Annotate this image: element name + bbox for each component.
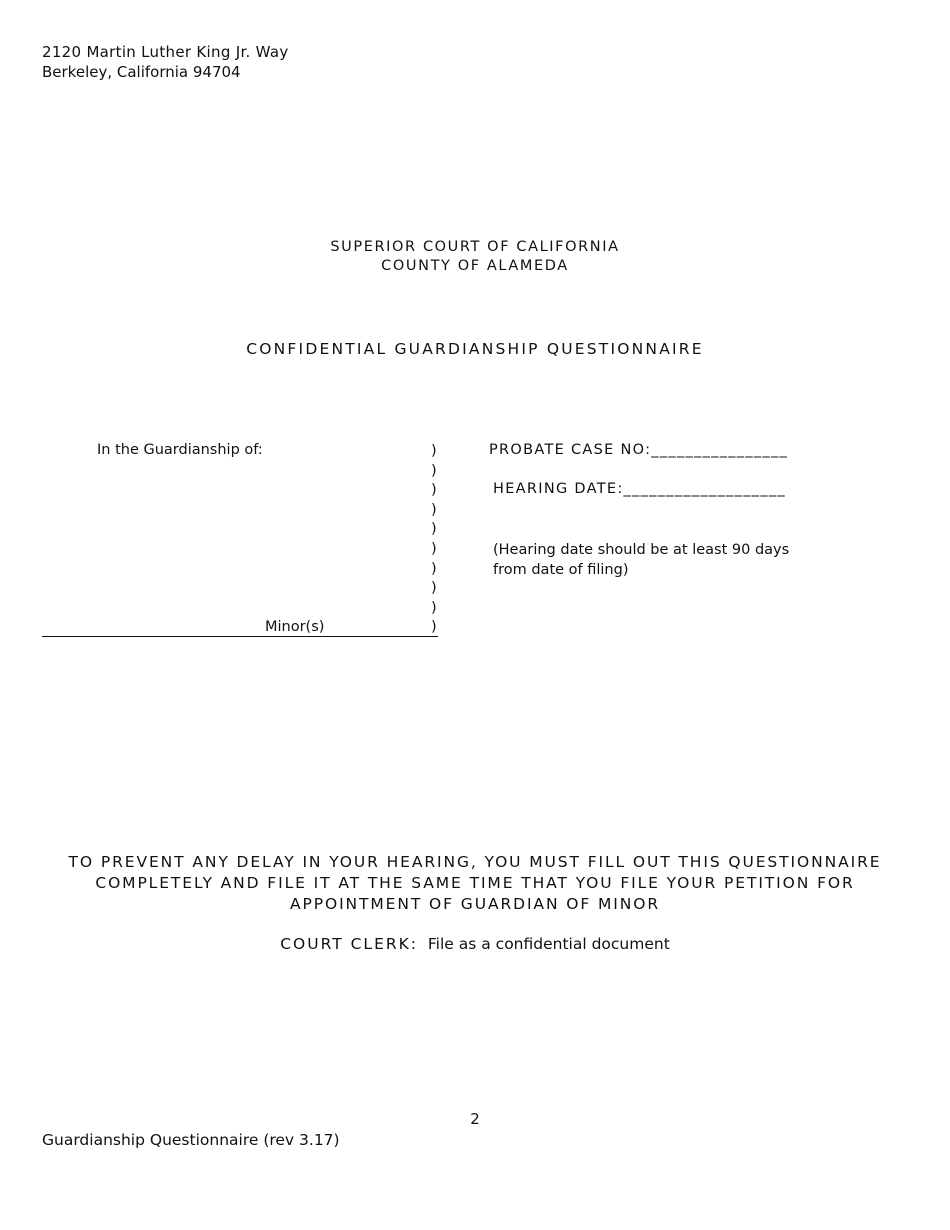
caption-paren: ) [431, 462, 437, 479]
caption-paren: ) [431, 443, 437, 459]
court-county: COUNTY OF ALAMEDA [381, 258, 569, 274]
caption-paren: ) [431, 482, 437, 499]
page-number: 2 [470, 1110, 480, 1128]
filing-warning: COMPLETELY AND FILE IT AT THE SAME TIME THAT YOU FILE YOUR PETITION FOR [95, 874, 855, 892]
form-footer: Guardianship Questionnaire (rev 3.17) [42, 1131, 340, 1149]
court-clerk-text: File as a confidential document [427, 935, 670, 953]
caption-paren: ) [431, 580, 437, 597]
court-name: SUPERIOR COURT OF CALIFORNIA [330, 239, 620, 255]
filing-warning: APPOINTMENT OF GUARDIAN OF MINOR [289, 895, 661, 913]
hearing-date-note: (Hearing date should be at least 90 days [493, 542, 790, 558]
caption-paren: ) [431, 521, 437, 538]
minor-label: Minor(s) [265, 619, 325, 635]
caption-paren: ) [431, 619, 437, 636]
court-clerk-instruction [0, 935, 950, 953]
court-address-street: 2120 Martin Luther King Jr. Way [42, 43, 289, 61]
court-address-city: Berkeley, California 94704 [42, 63, 241, 81]
form-title: CONFIDENTIAL GUARDIANSHIP QUESTIONNAIRE [246, 340, 704, 358]
caption-paren: ) [431, 599, 437, 616]
caption-paren: ) [431, 560, 437, 577]
court-clerk-label: COURT CLERK: [280, 935, 419, 953]
caption-label: In the Guardianship of: [97, 442, 263, 458]
hearing-date-note: from date of filing) [493, 562, 629, 578]
hearing-date-field: HEARING DATE:___________________ [493, 481, 786, 497]
caption-paren: ) [431, 541, 437, 557]
caption-paren: ) [431, 501, 437, 518]
caption-underline [42, 636, 438, 637]
filing-warning: TO PREVENT ANY DELAY IN YOUR HEARING, YOU MUST FILL OUT THIS QUESTIONNAIRE [68, 853, 882, 871]
probate-case-no-field: PROBATE CASE NO:________________ [489, 442, 789, 458]
